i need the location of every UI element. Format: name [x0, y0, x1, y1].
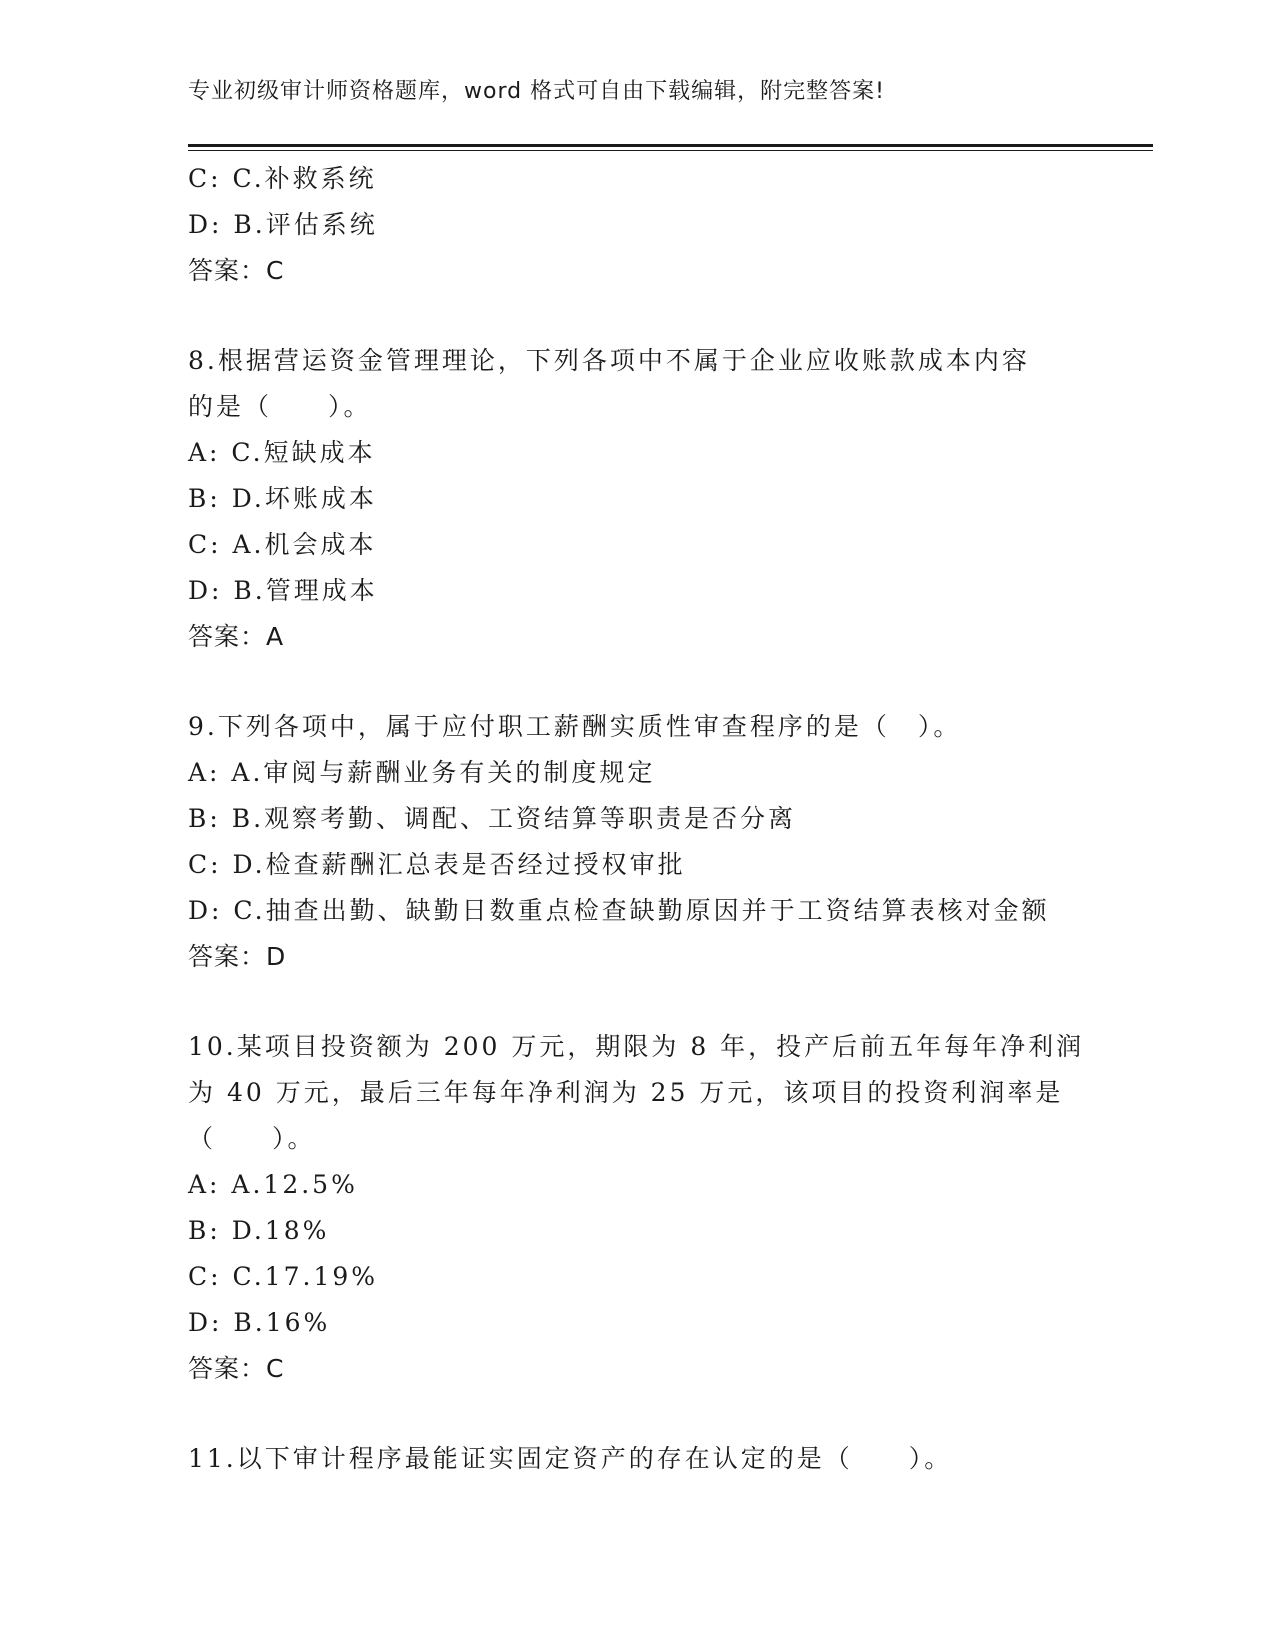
option-a: A: A.审阅与薪酬业务有关的制度规定: [188, 758, 656, 787]
option-d: D: B.评估系统: [188, 210, 378, 239]
option-b: B: D.18%: [188, 1216, 330, 1245]
question-stem-continued: 的是（ ）。: [188, 392, 372, 421]
question-stem: 9.下列各项中，属于应付职工薪酬实质性审查程序的是（ ）。: [188, 712, 962, 741]
option-b: B: D.坏账成本: [188, 484, 377, 513]
question-content: [188, 156, 1088, 1482]
question-10: [188, 1024, 1088, 1392]
option-c: C: A.机会成本: [188, 530, 377, 559]
question-stem: 8.根据营运资金管理理论，下列各项中不属于企业应收账款成本内容: [188, 346, 1030, 375]
option-d: D: B.管理成本: [188, 576, 378, 605]
spacer: [188, 980, 1088, 1024]
question-stem: 10.某项目投资额为 200 万元，期限为 8 年，投产后前五年每年净利润: [188, 1032, 1085, 1061]
spacer: [188, 660, 1088, 704]
option-c: C: C.17.19%: [188, 1262, 379, 1291]
header-divider-thin: [188, 150, 1153, 151]
option-d: D: C.抽查出勤、缺勤日数重点检查缺勤原因并于工资结算表核对金额: [188, 896, 1050, 925]
question-8: [188, 338, 1088, 660]
spacer: [188, 1392, 1088, 1436]
option-a: A: A.12.5%: [188, 1170, 358, 1199]
header-divider-thick: [188, 144, 1153, 147]
option-b: B: B.观察考勤、调配、工资结算等职责是否分离: [188, 804, 797, 833]
question-stem-continued: 为 40 万元，最后三年每年净利润为 25 万元，该项目的投资利润率是: [188, 1078, 1064, 1107]
question-stem: 11.以下审计程序最能证实固定资产的存在认定的是（ ）。: [188, 1444, 953, 1473]
question-9: [188, 704, 1088, 980]
question-7-tail: [188, 156, 1088, 294]
page-header: 专业初级审计师资格题库，word 格式可自由下载编辑，附完整答案!: [188, 79, 885, 104]
answer-line: 答案：D: [188, 942, 287, 971]
option-c: C: D.检查薪酬汇总表是否经过授权审批: [188, 850, 686, 879]
option-d: D: B.16%: [188, 1308, 331, 1337]
answer-line: 答案：A: [188, 622, 285, 651]
answer-line: 答案：C: [188, 1354, 285, 1383]
question-stem-continued: （ ）。: [188, 1124, 316, 1153]
answer-line: 答案：C: [188, 256, 285, 285]
option-c: C: C.补救系统: [188, 164, 377, 193]
question-11: [188, 1436, 1088, 1482]
option-a: A: C.短缺成本: [188, 438, 376, 467]
spacer: [188, 294, 1088, 338]
